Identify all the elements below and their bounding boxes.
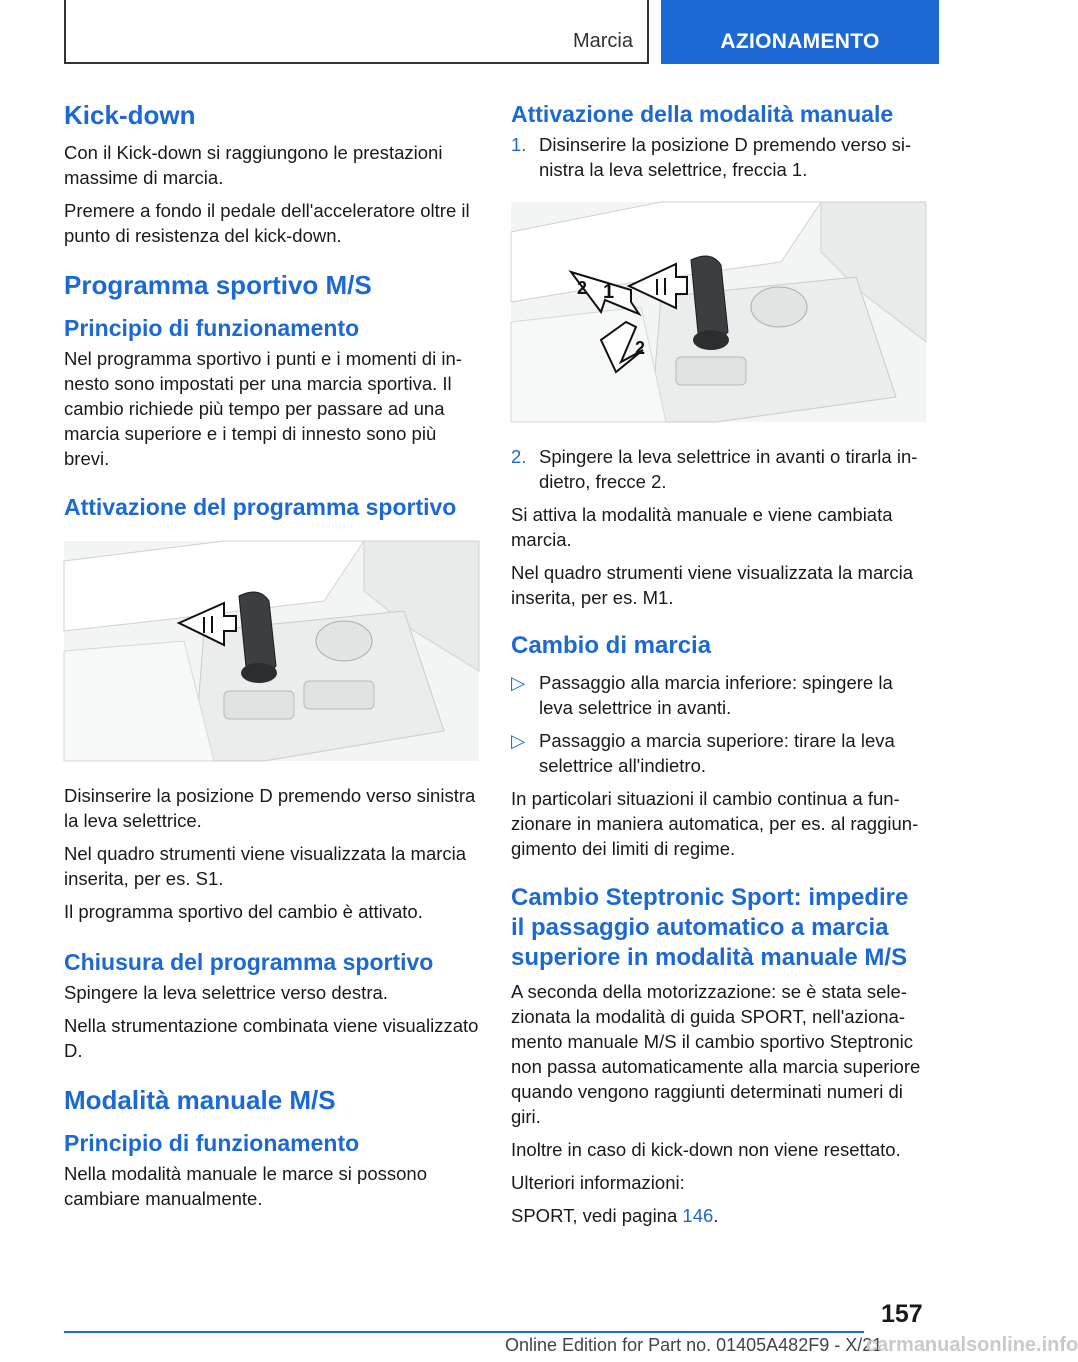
sport-close-heading: Chiusura del programma sportivo xyxy=(64,949,434,975)
sport-principle-text: Nel programma sportivo i punti e i momenti di innesto sono impostati per una marcia sportiva. Il cambio richiede più tempo per passare ad una marcia superiore e i tempi di innesto sono più brevi. xyxy=(64,348,462,469)
header-section-label: Marcia xyxy=(572,30,633,52)
footer-edition: Online Edition for Part no. 01405A482F9 - X/21 xyxy=(505,1335,883,1355)
gear-change-heading: Cambio di marcia xyxy=(511,632,712,659)
page-number: 157 xyxy=(881,1300,923,1328)
sport-close-text-1: Spingere la leva selettrice verso destra. xyxy=(64,982,388,1003)
gear-change-list xyxy=(511,670,926,778)
steptronic-text-3: Ulteriori informazioni: xyxy=(511,1172,685,1193)
kickdown-text-2: Premere a fondo il pedale dell'acceleratore oltre il punto di resistenza del kick-down. xyxy=(64,200,470,246)
gear-change-text: In particolari situazioni il cambio continua a funzionare in maniera automatica, per es. al raggiungimento dei limiti di regime. xyxy=(511,788,919,859)
triangle-bullet-icon: ▷ xyxy=(511,672,526,693)
figure-label-2b: 2 xyxy=(635,338,646,358)
manual-principle-heading: Principio di funzionamento xyxy=(64,1130,360,1156)
list-item xyxy=(511,444,926,494)
manual-activation-steps xyxy=(511,132,926,182)
watermark-logo: carmanualsonline.info xyxy=(866,1334,1078,1356)
list-item xyxy=(511,728,926,778)
sport-program-heading: Programma sportivo M/S xyxy=(64,270,372,300)
manual-mode-heading: Modalità manuale M/S xyxy=(64,1085,336,1115)
manual-activation-steps-cont xyxy=(511,444,926,494)
triangle-bullet-icon: ▷ xyxy=(511,730,526,751)
header-section-tab xyxy=(64,0,649,64)
kickdown-text-1: Con il Kick-down si raggiungono le prestazioni massime di marcia. xyxy=(64,142,443,188)
figure-label-2a: 2 xyxy=(577,278,588,298)
left-column xyxy=(64,100,479,1219)
reference-suffix: . xyxy=(713,1205,719,1226)
gear-selector-left-arrow-figure xyxy=(64,541,479,761)
step-text: Spingere la leva selettrice in avanti o tirarla indietro, frecce 2. xyxy=(539,446,918,492)
manual-principle-text: Nella modalità manuale le marce si possono cambiare manualmente. xyxy=(64,1163,427,1209)
header-chapter-label: AZIONAMENTO xyxy=(720,30,880,53)
reference-prefix: SPORT, vedi pagina xyxy=(511,1205,683,1226)
steptronic-text-2: Inoltre in caso di kick-down non viene resettato. xyxy=(511,1139,901,1160)
sport-activation-heading: Attivazione del programma sportivo xyxy=(64,494,457,520)
steptronic-text-1: A seconda della motorizzazione: se è stata selezionata la modalità di guida SPORT, nell'azionamento manuale M/S il cambio sportivo Steptronic non passa automaticamente alla marcia superiore quando vengono raggiunti determinati numeri di giri. xyxy=(511,981,921,1127)
step-number: 1. xyxy=(511,134,527,155)
bullet-text: Passaggio a marcia superiore: tirare la leva selettrice all'indietro. xyxy=(539,730,895,776)
bullet-text: Passaggio alla marcia inferiore: spingere la leva selettrice in avanti. xyxy=(539,672,893,718)
gear-selector-manual-arrows-figure xyxy=(511,202,926,422)
footer-divider xyxy=(64,1331,864,1333)
manual-activation-heading: Attivazione della modalità manuale xyxy=(511,101,894,127)
sport-activation-text-3: Il programma sportivo del cambio è attivato. xyxy=(64,901,423,922)
header-chapter-tab xyxy=(661,0,939,64)
step-text: Disinserire la posizione D premendo verso sinistra la leva selettrice, freccia 1. xyxy=(539,134,912,180)
kickdown-heading: Kick-down xyxy=(64,100,196,130)
sport-principle-heading: Principio di funzionamento xyxy=(64,315,360,341)
manual-activation-text-2: Nel quadro strumenti viene visualizzata la marcia inserita, per es. M1. xyxy=(511,562,914,608)
page-reference-link[interactable]: 146 xyxy=(682,1205,714,1226)
manual-activation-text-1: Si attiva la modalità manuale e viene cambiata marcia. xyxy=(511,504,893,550)
list-item xyxy=(511,670,926,720)
list-item xyxy=(511,132,926,182)
step-number: 2. xyxy=(511,446,527,467)
steptronic-heading: Cambio Steptronic Sport: impedire il passaggio automatico a marcia superiore in modalità manuale M/S xyxy=(511,884,909,971)
sport-close-text-2: Nella strumentazione combinata viene visualizzato D. xyxy=(64,1015,479,1061)
steptronic-reference xyxy=(511,1203,926,1228)
right-column xyxy=(511,100,926,1236)
figure-label-1: 1 xyxy=(603,281,615,303)
sport-activation-text-1: Disinserire la posizione D premendo verso sinistra la leva selettrice. xyxy=(64,785,476,831)
sport-activation-text-2: Nel quadro strumenti viene visualizzata la marcia inserita, per es. S1. xyxy=(64,843,467,889)
